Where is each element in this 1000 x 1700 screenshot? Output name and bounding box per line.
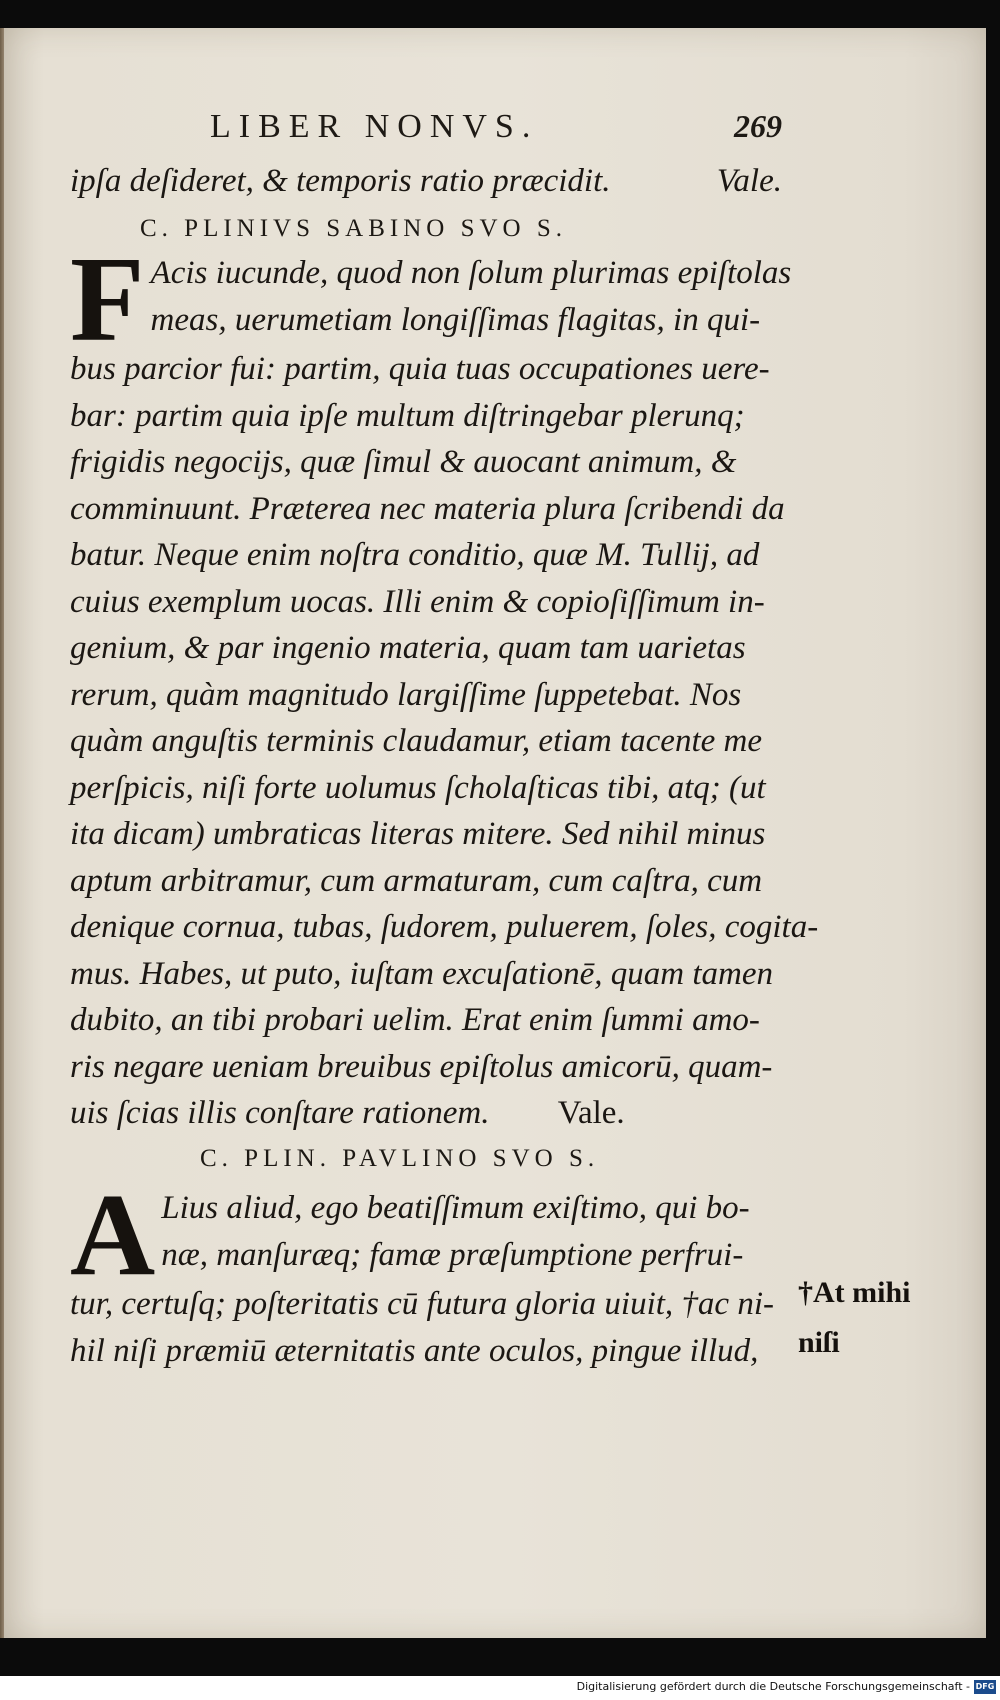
letter1-line: denique cornua, tubas, ſudorem, puluerem, ſoles, cogita- xyxy=(70,909,819,945)
letter1-last-text: uis ſcias illis conſtare rationem. xyxy=(70,1095,490,1131)
letter2-line: næ, manſuræq; famæ præſumptione perfrui- xyxy=(161,1236,744,1273)
digitization-footer xyxy=(0,1676,1000,1700)
letter1-line: perſpicis, niſi forte uolumus ſcholaſticas tibi, atq; (ut xyxy=(70,769,766,806)
letter2-body xyxy=(70,1169,782,1374)
letter1-vale: Vale. xyxy=(557,1095,625,1131)
letter2-line: Lius aliud, ego beatiſſimum exiſtimo, qui bo- xyxy=(161,1190,750,1226)
letter1-line: bar: partim quia ipſe multum diſtringebar plerunq; xyxy=(70,397,745,434)
letter1-line: ita dicam) umbraticas literas mitere. Sed nihil minus xyxy=(70,816,766,852)
letter1-line: batur. Neque enim noſtra conditio, quæ M. Tullij, ad xyxy=(70,537,760,573)
letter1-line: bus parcior fui: partim, quia tuas occupationes uere- xyxy=(70,351,770,387)
letter1-line: dubito, an tibi probari uelim. Erat enim ſummi amo- xyxy=(70,1002,760,1038)
letter1-last-line xyxy=(70,1090,782,1137)
page-number: 269 xyxy=(734,108,782,144)
letter2-heading: C. PLIN. PAVLINO SVO S. xyxy=(200,1145,600,1172)
letter1-line: frigidis negocijs, quæ ſimul & auocant animum, & xyxy=(70,444,737,480)
marginal-note-line: niſi xyxy=(798,1326,840,1359)
continuation-line xyxy=(70,158,782,205)
letter1-line: Acis iucunde, quod non ſolum plurimas epiſtolas xyxy=(150,255,792,291)
letter1-heading: C. PLINIVS SABINO SVO S. xyxy=(140,215,567,242)
letter1-line: ris negare ueniam breuibus epiſtolus amicorū, quam- xyxy=(70,1048,773,1085)
letter1-line: rerum, quàm magnitudo largiſſime ſuppetebat. Nos xyxy=(70,676,742,713)
continuation-text: ipſa deſideret, & temporis ratio præcidit. xyxy=(70,163,611,199)
letter1-line: genium, & par ingenio materia, quam tam uarietas xyxy=(70,630,746,666)
letter2-line: tur, certuſq; poſteritatis cū futura gloria uiuit, †ac ni- xyxy=(70,1286,774,1322)
letter1-line: meas, uerumetiam longiſſimas flagitas, in qui- xyxy=(150,301,761,338)
letter1-body xyxy=(70,232,819,1137)
letter2-dropcap: A xyxy=(70,1169,156,1300)
letter1-dropcap: F xyxy=(70,232,145,367)
letter1-line: mus. Habes, ut puto, iuſtam excuſationē, quam tamen xyxy=(70,955,773,992)
letter1-line: quàm anguſtis terminis claudamur, etiam tacente me xyxy=(70,723,763,759)
footer-credit: Digitalisierung gefördert durch die Deutsche Forschungsgemeinschaft - xyxy=(576,1680,970,1693)
letter2-line: hil niſi præmiū æternitatis ante oculos, pingue illud, xyxy=(70,1332,759,1369)
continuation-vale: Vale. xyxy=(716,163,782,199)
running-head: LIBER NONVS. xyxy=(210,108,539,145)
dfg-logo: DFG xyxy=(974,1680,996,1694)
marginal-note-line: †At mihi xyxy=(798,1276,911,1309)
letter1-line: aptum arbitramur, cum armaturam, cum caſtra, cum xyxy=(70,862,763,899)
letter1-line: comminuunt. Præterea nec materia plura ſcribendi da xyxy=(70,490,785,527)
marginal-note xyxy=(798,1268,911,1368)
page-header xyxy=(210,108,782,150)
letter1-line: cuius exemplum uocas. Illi enim & copioſiſſimum in- xyxy=(70,583,765,620)
